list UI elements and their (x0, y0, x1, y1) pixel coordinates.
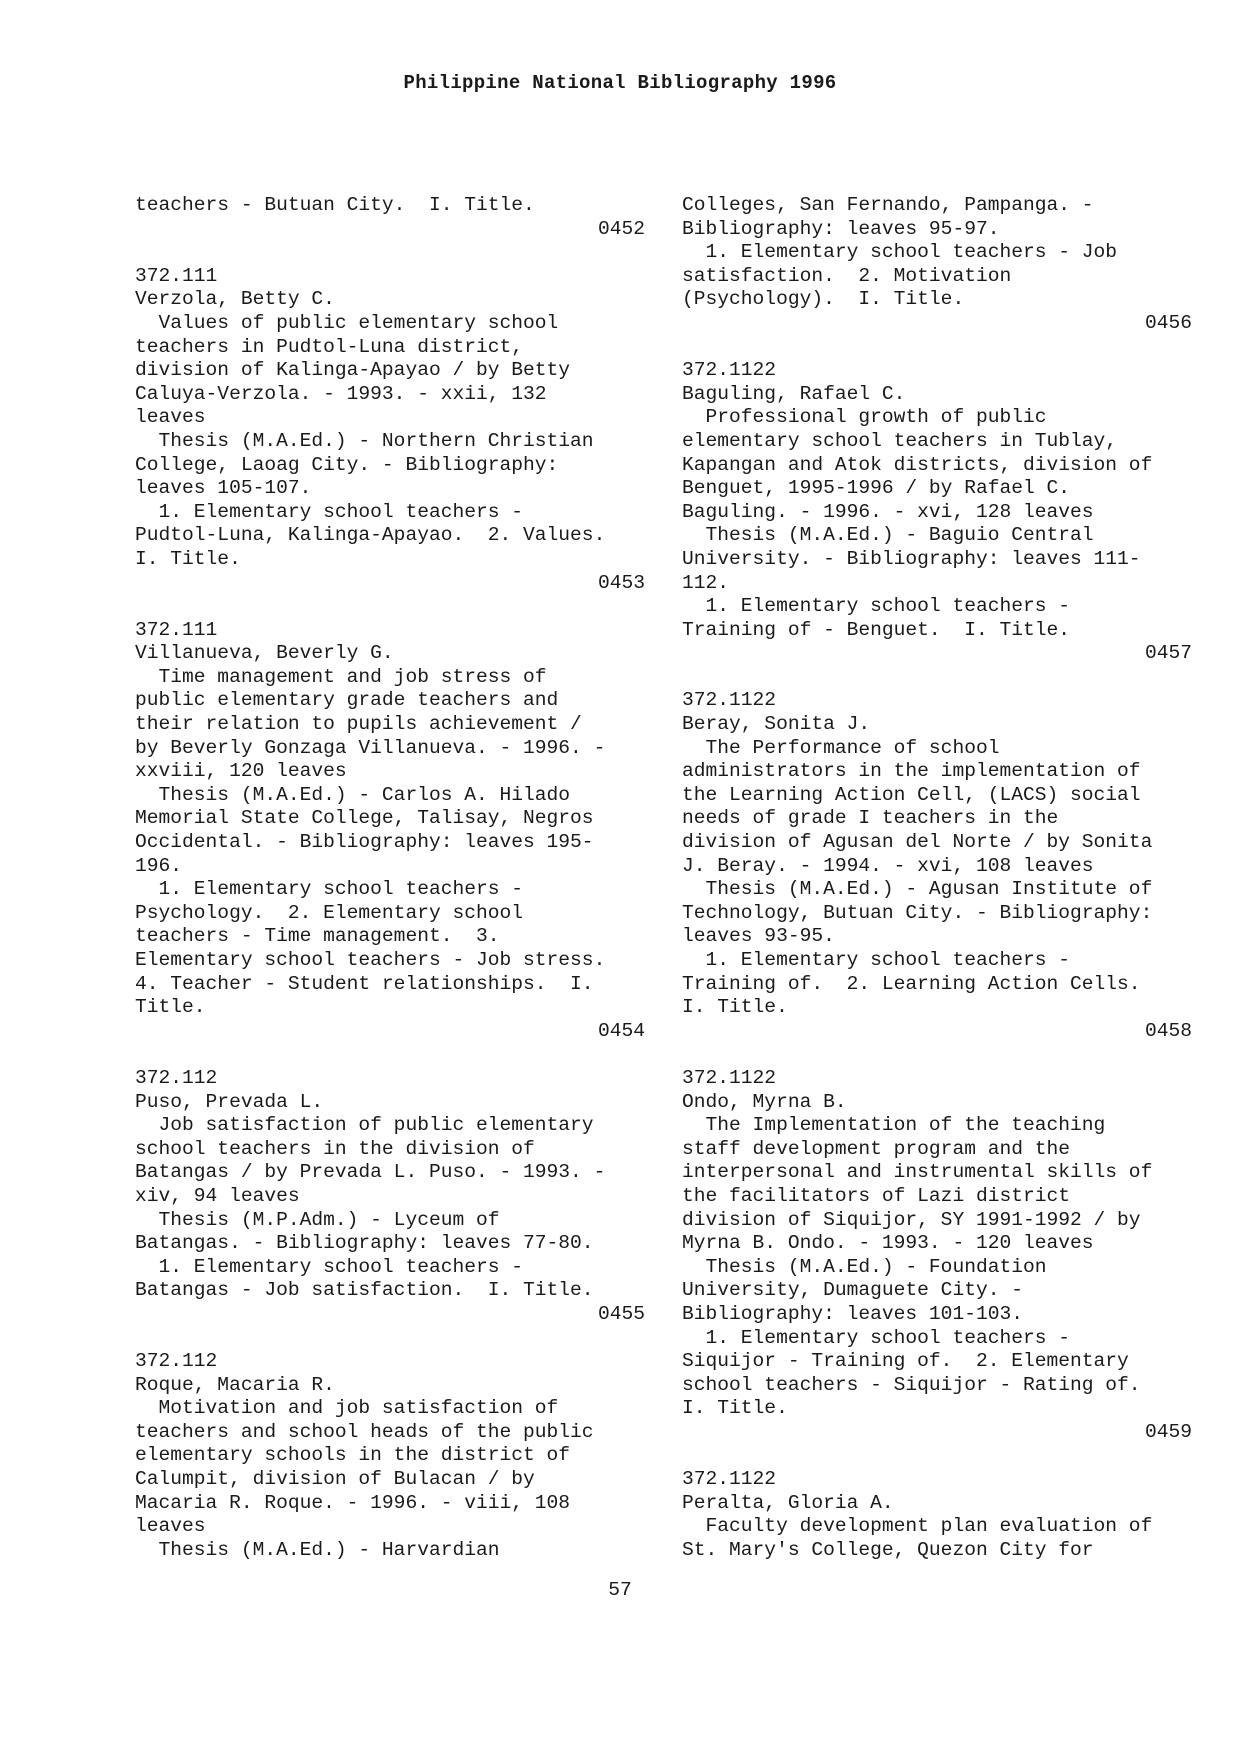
entry-line: Occidental. - Bibliography: leaves 195- (135, 831, 594, 854)
entry-line: Batangas - Job satisfaction. I. Title. (135, 1279, 594, 1302)
entry-number: 0452 (597, 217, 645, 240)
entry-line: 372.111 (135, 618, 218, 641)
entry-line: satisfaction. 2. Motivation (682, 264, 1012, 287)
entry-line: 1. Elementary school teachers - (135, 878, 524, 901)
entry-line: Thesis (M.A.Ed.) - Harvardian (135, 1538, 500, 1561)
entry-line: leaves (135, 1515, 206, 1538)
entry-line: leaves 105-107. (135, 477, 312, 500)
entry-line: division of Kalinga-Apayao / by Betty (135, 359, 571, 382)
entry-line: Batangas / by Prevada L. Puso. - 1993. - (135, 1161, 606, 1184)
entry-line: 372.112 (135, 1066, 218, 1089)
entry-line: division of Siquijor, SY 1991-1992 / by (682, 1208, 1141, 1231)
entry-line: Thesis (M.A.Ed.) - Baguio Central (682, 524, 1094, 547)
entry-line: Baguling. - 1996. - xvi, 128 leaves (682, 500, 1094, 523)
entry-line: I. Title. (135, 547, 241, 570)
entry-line: xiv, 94 leaves (135, 1184, 300, 1207)
right-column (682, 194, 1192, 1562)
entry-line: Title. (135, 996, 206, 1019)
entry-line: Bibliography: leaves 95-97. (682, 217, 1000, 240)
entry-line: Professional growth of public (682, 406, 1047, 429)
entry-line: Beray, Sonita J. (682, 713, 871, 736)
entry-line: 372.1122 (682, 1066, 777, 1089)
blank-line (682, 336, 1192, 360)
page-title: Philippine National Bibliography 1996 (403, 72, 837, 94)
entry-line: xxviii, 120 leaves (135, 760, 347, 783)
entry-line: teachers - Butuan City. I. Title. (135, 194, 535, 216)
entry-line: administrators in the implementation of (682, 760, 1141, 783)
entry-line: Puso, Prevada L. (135, 1090, 324, 1113)
entry-line: Peralta, Gloria A. (682, 1491, 894, 1514)
blank-line (135, 1327, 645, 1351)
entry-line: 372.1122 (682, 689, 777, 712)
entry-line: Time management and job stress of (135, 665, 547, 688)
entry-number: 0455 (597, 1302, 645, 1325)
entry-line: 1. Elementary school teachers - (135, 1255, 524, 1278)
entry-line: 372.111 (135, 264, 218, 287)
entry-line: Training of. 2. Learning Action Cells. (682, 972, 1141, 995)
entry-line: staff development program and the (682, 1137, 1071, 1160)
entry-line: 112. (682, 571, 730, 594)
entry-line: Villanueva, Beverly G. (135, 642, 394, 665)
entry-line: Faculty development plan evaluation of (682, 1515, 1153, 1538)
entry-line: I. Title. (682, 1397, 788, 1420)
entry-line: Training of - Benguet. I. Title. (682, 618, 1071, 641)
entry-line: the Learning Action Cell, (LACS) social (682, 783, 1141, 806)
entry-line: teachers - Time management. 3. (135, 925, 500, 948)
entry-line: Ondo, Myrna B. (682, 1090, 847, 1113)
entry-line: Values of public elementary school (135, 311, 559, 334)
entry-line: J. Beray. - 1994. - xvi, 108 leaves (682, 854, 1094, 877)
entry-line: Myrna B. Ondo. - 1993. - 120 leaves (682, 1232, 1094, 1255)
entry-line: College, Laoag City. - Bibliography: (135, 453, 559, 476)
entry-line: Thesis (M.P.Adm.) - Lyceum of (135, 1208, 500, 1231)
entry-line: interpersonal and instrumental skills of (682, 1161, 1153, 1184)
entry-line: Siquijor - Training of. 2. Elementary (682, 1350, 1129, 1373)
entry-number: 0456 (1144, 311, 1192, 334)
entry-line: 196. (135, 854, 183, 877)
entry-number: 0454 (597, 1019, 645, 1042)
entry-line: 372.1122 (682, 359, 777, 382)
left-column (135, 194, 645, 1562)
entry-line: Thesis (M.A.Ed.) - Foundation (682, 1255, 1047, 1278)
entry-line: Psychology. 2. Elementary school (135, 901, 524, 924)
blank-line (682, 1043, 1192, 1067)
entry-line: 372.1122 (682, 1468, 777, 1491)
entry-line: teachers and school heads of the public (135, 1420, 594, 1443)
blank-line (135, 241, 645, 265)
entry-line: 1. Elementary school teachers - (682, 595, 1071, 618)
entry-line: Caluya-Verzola. - 1993. - xxii, 132 (135, 382, 547, 405)
entry-line: elementary schools in the district of (135, 1444, 571, 1467)
entry-line: their relation to pupils achievement / (135, 713, 582, 736)
entry-number: 0458 (1144, 1019, 1192, 1042)
entry-line: 1. Elementary school teachers - (682, 1326, 1071, 1349)
entry-line: Colleges, San Fernando, Pampanga. - (682, 194, 1094, 216)
entry-line: Verzola, Betty C. (135, 288, 335, 311)
entry-line: Technology, Butuan City. - Bibliography: (682, 901, 1153, 924)
blank-line (135, 1043, 645, 1067)
entry-line: 372.112 (135, 1350, 218, 1373)
blank-line (682, 666, 1192, 690)
entry-number: 0459 (1144, 1420, 1192, 1443)
entry-line: Benguet, 1995-1996 / by Rafael C. (682, 477, 1071, 500)
entry-line: leaves 93-95. (682, 925, 835, 948)
entry-line: Kapangan and Atok districts, division of (682, 453, 1153, 476)
page-number: 57 (608, 1579, 632, 1601)
entry-line: University. - Bibliography: leaves 111- (682, 547, 1141, 570)
entry-line: Roque, Macaria R. (135, 1373, 335, 1396)
entry-line: 4. Teacher - Student relationships. I. (135, 972, 594, 995)
entry-line: by Beverly Gonzaga Villanueva. - 1996. - (135, 736, 606, 759)
entry-line: Calumpit, division of Bulacan / by (135, 1468, 535, 1491)
entry-line: 1. Elementary school teachers - (682, 949, 1071, 971)
entry-line: University, Dumaguete City. - (682, 1279, 1023, 1302)
entry-line: St. Mary's College, Quezon City for (682, 1538, 1094, 1561)
entry-number: 0453 (597, 571, 645, 594)
entry-line: Pudtol-Luna, Kalinga-Apayao. 2. Values. (135, 524, 606, 547)
entry-line: Baguling, Rafael C. (682, 382, 906, 405)
entry-line: leaves (135, 406, 206, 429)
entry-line: teachers in Pudtol-Luna district, (135, 335, 524, 358)
entry-line: 1. Elementary school teachers - Job (682, 241, 1118, 264)
entry-line: The Performance of school (682, 736, 1000, 759)
entry-line: school teachers - Siquijor - Rating of. (682, 1373, 1141, 1396)
entry-line: Macaria R. Roque. - 1996. - viii, 108 (135, 1491, 571, 1514)
entry-line: the facilitators of Lazi district (682, 1184, 1071, 1207)
entry-line: I. Title. (682, 996, 788, 1019)
entry-line: The Implementation of the teaching (682, 1114, 1106, 1137)
entry-line: division of Agusan del Norte / by Sonita (682, 831, 1153, 854)
entry-line: (Psychology). I. Title. (682, 288, 965, 311)
entry-line: Elementary school teachers - Job stress. (135, 949, 606, 971)
entry-line: Thesis (M.A.Ed.) - Agusan Institute of (682, 878, 1153, 901)
entry-line: Motivation and job satisfaction of (135, 1397, 559, 1420)
entry-line: Batangas. - Bibliography: leaves 77-80. (135, 1232, 594, 1255)
entry-line: school teachers in the division of (135, 1137, 535, 1160)
entry-line: 1. Elementary school teachers - (135, 500, 524, 523)
entry-line: public elementary grade teachers and (135, 689, 559, 712)
entry-line: Memorial State College, Talisay, Negros (135, 807, 594, 830)
entry-line: needs of grade I teachers in the (682, 807, 1059, 830)
blank-line (682, 1444, 1192, 1468)
entry-line: Thesis (M.A.Ed.) - Carlos A. Hilado (135, 783, 571, 806)
blank-line (135, 595, 645, 619)
entry-number: 0457 (1144, 642, 1192, 665)
entry-line: Thesis (M.A.Ed.) - Northern Christian (135, 429, 594, 452)
entry-line: Job satisfaction of public elementary (135, 1114, 594, 1137)
entry-line: Bibliography: leaves 101-103. (682, 1302, 1023, 1325)
entry-line: elementary school teachers in Tublay, (682, 429, 1118, 452)
